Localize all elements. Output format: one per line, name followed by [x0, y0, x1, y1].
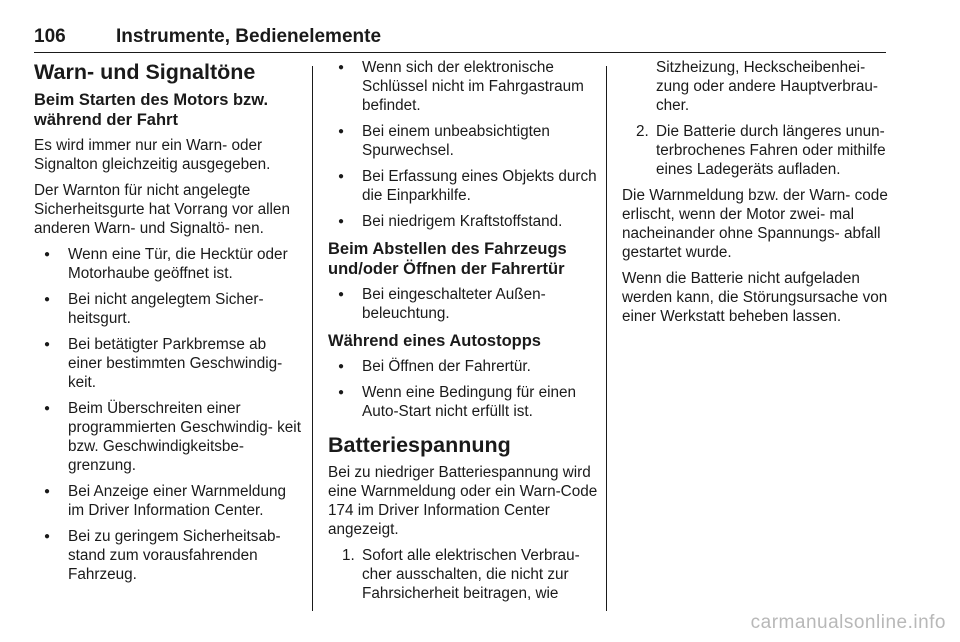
paragraph: Bei zu niedriger Batteriespannung wird eine Warnmeldung oder ein Warn-Code 174 im Driver Information Center angezeigt. [328, 464, 598, 538]
list-item: ● Beim Überschreiten einer programmierten Geschwindig- keit bzw. Geschwindigkeitsbe- grenzung. [34, 399, 304, 475]
bullet-list [328, 285, 598, 323]
watermark-link[interactable]: carmanualsonline.info [750, 612, 946, 633]
list-item [622, 122, 892, 179]
bullet-list [328, 58, 598, 231]
list-item [328, 546, 598, 603]
page-number: 106 [34, 26, 66, 47]
numbered-list [328, 546, 598, 603]
list-item: ● Bei Öffnen der Fahrertür. [328, 357, 598, 376]
numbered-list [622, 122, 892, 179]
column-divider-1 [312, 66, 313, 611]
list-item-text: Sofort alle elektrischen Verbrau- cher ausschalten, die nicht zur Fahrsicherheit beitragen, wie [362, 547, 580, 602]
paragraph: Der Warnton für nicht angelegte Sicherheitsgurte hat Vorrang vor allen anderen Warn- und Signaltö- nen. [34, 182, 290, 237]
list-item: ● Wenn eine Bedingung für einen Auto-Start nicht erfüllt ist. [328, 383, 598, 421]
section-title-warn-signaltoene: Warn- und Signaltöne [34, 60, 256, 84]
column-3 [622, 58, 892, 333]
column-divider-2 [606, 66, 607, 611]
list-item-continuation: Sitzheizung, Heckscheibenhei- zung oder andere Hauptverbrau- cher. [656, 59, 878, 114]
column-1 [34, 58, 304, 591]
list-item: ● Bei Erfassung eines Objekts durch die Einparkhilfe. [328, 167, 598, 205]
list-item: ● Bei Anzeige einer Warnmeldung im Driver Information Center. [34, 482, 304, 520]
page-header [34, 24, 886, 53]
paragraph: Wenn die Batterie nicht aufgeladen werden kann, die Störungsursache von einer Werkstatt beheben lassen. [622, 270, 888, 325]
list-number: 1. [342, 547, 355, 564]
list-item: ● Bei niedrigem Kraftstoffstand. [328, 212, 598, 231]
section-title-batteriespannung: Batteriespannung [328, 433, 511, 457]
list-item-text: Die Batterie durch längeres unun- terbrochenes Fahren oder mithilfe eines Ladegeräts aufladen. [656, 123, 886, 178]
list-item: ● Wenn sich der elektronische Schlüssel nicht im Fahrgastraum befindet. [328, 58, 598, 115]
list-number: 2. [636, 123, 649, 140]
list-item: ● Wenn eine Tür, die Hecktür oder Motorhaube geöffnet ist. [34, 245, 304, 283]
bullet-list [328, 357, 598, 421]
list-item: ● Bei einem unbeabsichtigten Spurwechsel. [328, 122, 598, 160]
list-item: ● Bei zu geringem Sicherheitsab- stand zum vorausfahrenden Fahrzeug. [34, 527, 304, 584]
bullet-list [34, 245, 304, 584]
paragraph: Die Warnmeldung bzw. der Warn- code erlischt, wenn der Motor zwei- mal nacheinander ohne Spannungs- abfall gestartet wurde. [622, 187, 888, 261]
subheading-abstellen: Beim Abstellen des Fahrzeugs und/oder Öffnen der Fahrertür [328, 240, 567, 278]
list-item: ● Bei betätigter Parkbremse ab einer bestimmten Geschwindig- keit. [34, 335, 304, 392]
column-2 [328, 58, 598, 610]
list-item: ● Bei nicht angelegtem Sicher- heitsgurt. [34, 290, 304, 328]
subheading-starten-fahrt: Beim Starten des Motors bzw. während der Fahrt [34, 91, 269, 129]
subheading-autostopp: Während eines Autostopps [328, 332, 541, 350]
list-item: ● Bei eingeschalteter Außen- beleuchtung. [328, 285, 598, 323]
paragraph: Es wird immer nur ein Warn- oder Signalton gleichzeitig ausgegeben. [34, 137, 271, 173]
chapter-title: Instrumente, Bedienelemente [116, 26, 382, 47]
